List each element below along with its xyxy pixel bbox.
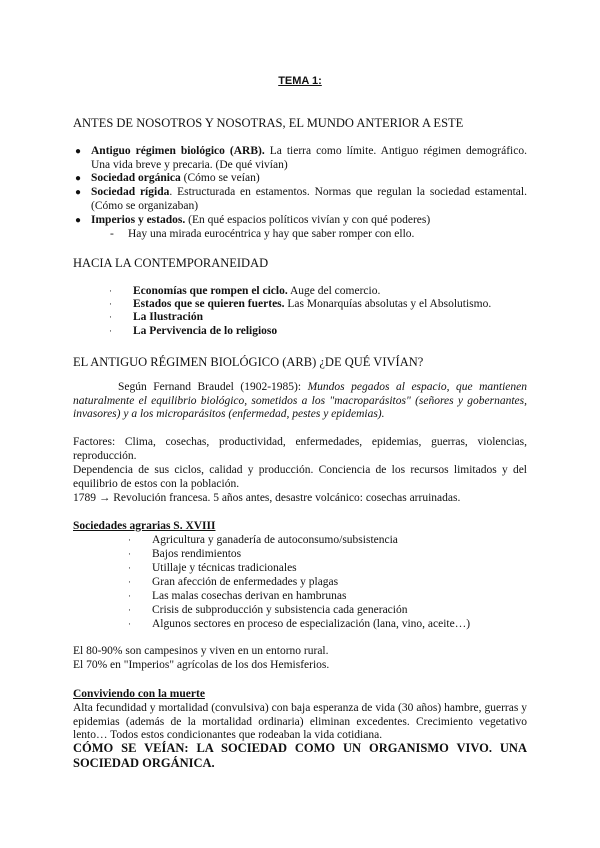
term: Sociedad rígida bbox=[91, 186, 170, 198]
bullet-icon: ● bbox=[75, 215, 82, 226]
section-heading-contemporaneidad: HACIA LA CONTEMPORANEIDAD bbox=[73, 256, 269, 270]
bullet-icon: · bbox=[128, 563, 131, 573]
term: Imperios y estados. bbox=[91, 214, 186, 226]
agrarias-heading: Sociedades agrarias S. XVIII bbox=[73, 520, 216, 532]
list-item bbox=[109, 325, 533, 339]
bullet-icon: · bbox=[128, 619, 131, 629]
list-item bbox=[75, 214, 527, 228]
bullet-icon: · bbox=[109, 286, 112, 296]
bullet-icon: · bbox=[128, 591, 131, 601]
term: Estados que se quieren fuertes. bbox=[133, 298, 285, 310]
list-item bbox=[109, 298, 533, 312]
stat-campesinos: El 80-90% son campesinos y viven en un entorno rural. bbox=[73, 645, 329, 657]
braudel-paragraph bbox=[73, 381, 527, 422]
page-title: TEMA 1: bbox=[278, 75, 322, 87]
list-item bbox=[75, 172, 527, 186]
term: La Pervivencia de lo religioso bbox=[133, 325, 278, 337]
list-item bbox=[128, 604, 532, 618]
bullet-icon: · bbox=[128, 535, 131, 545]
bullet-icon: · bbox=[109, 312, 112, 322]
section-heading-antes: ANTES DE NOSOTROS Y NOSOTRAS, EL MUNDO ANTERIOR A ESTE bbox=[73, 116, 464, 130]
stat-imperios: El 70% en "Imperios" agrícolas de los dos Hemisferios. bbox=[73, 659, 330, 671]
term: La Ilustración bbox=[133, 311, 203, 323]
term: Sociedad orgánica bbox=[91, 172, 181, 184]
bullet-icon: ● bbox=[75, 173, 82, 184]
revolucion-paragraph: 1789 → Revolución francesa. 5 años antes, desastre volcánico: cosechas arruinadas. bbox=[73, 492, 461, 504]
section-heading-arb: EL ANTIGUO RÉGIMEN BIOLÓGICO (ARB) ¿DE QUÉ VIVÍAN? bbox=[73, 355, 424, 369]
muerte-paragraph: Alta fecundidad y mortalidad (convulsiva) con baja esperanza de vida (30 años) hambre, guerras y epidemias (además de la mortalidad ordinaria) eliminan excedentes. Crecimiento vegetativo lento… Todos estos condicionantes que rodeaban la vida cotidiana. bbox=[73, 702, 527, 741]
description: (En qué espacios políticos vivían y con qué poderes) bbox=[185, 214, 431, 226]
dependencia-paragraph: Dependencia de sus ciclos, calidad y producción. Conciencia de los recursos limitados y del equilibrio de estos con la población. bbox=[73, 464, 527, 490]
bullet-icon: · bbox=[128, 605, 131, 615]
item-text: Las malas cosechas derivan en hambrunas bbox=[152, 590, 347, 602]
bullet-icon: · bbox=[109, 326, 112, 336]
description: (Cómo se veían) bbox=[180, 172, 260, 184]
list-item bbox=[75, 145, 527, 172]
list-item bbox=[128, 618, 532, 632]
sub-bullet-text: Hay una mirada eurocéntrica y hay que saber romper con ello. bbox=[128, 228, 415, 240]
item-text: Algunos sectores en proceso de especialización (lana, vino, aceite…) bbox=[152, 618, 471, 630]
factores-paragraph: Factores: Clima, cosechas, productividad, enfermedades, epidemias, guerras, violencias, reproducción. bbox=[73, 436, 527, 462]
list-item bbox=[128, 590, 532, 604]
description: Auge del comercio. bbox=[287, 285, 381, 297]
list-item bbox=[128, 562, 532, 576]
list-item bbox=[128, 534, 532, 548]
item-text: Agricultura y ganadería de autoconsumo/subsistencia bbox=[152, 534, 398, 546]
dash-icon: - bbox=[110, 228, 114, 240]
item-text: Bajos rendimientos bbox=[152, 548, 242, 560]
term: Economías que rompen el ciclo. bbox=[133, 285, 288, 297]
item-text: Crisis de subproducción y subsistencia cada generación bbox=[152, 604, 408, 616]
bullet-icon: · bbox=[128, 549, 131, 559]
list-item bbox=[75, 186, 527, 213]
description: Las Monarquías absolutas y el Absolutismo. bbox=[284, 298, 492, 310]
item-text: Utillaje y técnicas tradicionales bbox=[152, 562, 297, 574]
braudel-intro: Según Fernand Braudel (1902-1985): bbox=[118, 381, 308, 393]
bullet-icon: · bbox=[128, 577, 131, 587]
list-item bbox=[128, 576, 532, 590]
bullet-icon: · bbox=[109, 299, 112, 309]
sub-list-item bbox=[110, 228, 528, 242]
description: La tierra como límite. Antiguo régimen demográfico. Una vida breve y precaria. (De qué vivían) bbox=[91, 145, 527, 171]
conclusion-text: CÓMO SE VEÍAN: LA SOCIEDAD COMO UN ORGANISMO VIVO. UNA SOCIEDAD ORGÁNICA. bbox=[73, 741, 527, 770]
list-item bbox=[109, 285, 533, 299]
term: Antiguo régimen biológico (ARB). bbox=[91, 145, 265, 157]
description: . Estructurada en estamentos. Normas que regulan la sociedad estamental. (Cómo se organizaban) bbox=[91, 186, 527, 212]
bullet-icon: ● bbox=[75, 187, 82, 198]
item-text: Gran afección de enfermedades y plagas bbox=[152, 576, 339, 588]
list-item bbox=[109, 311, 533, 325]
braudel-quote: Mundos pegados al espacio, que mantienen naturalmente el equilibrio biológico, sometidos a los "macroparásitos" (señores y gobernantes, invasores) y a los microparásitos (enfermedad, pestes y epidemias). bbox=[73, 381, 527, 420]
bullet-icon: ● bbox=[75, 146, 82, 157]
list-item bbox=[128, 548, 532, 562]
muerte-heading: Conviviendo con la muerte bbox=[73, 688, 205, 700]
